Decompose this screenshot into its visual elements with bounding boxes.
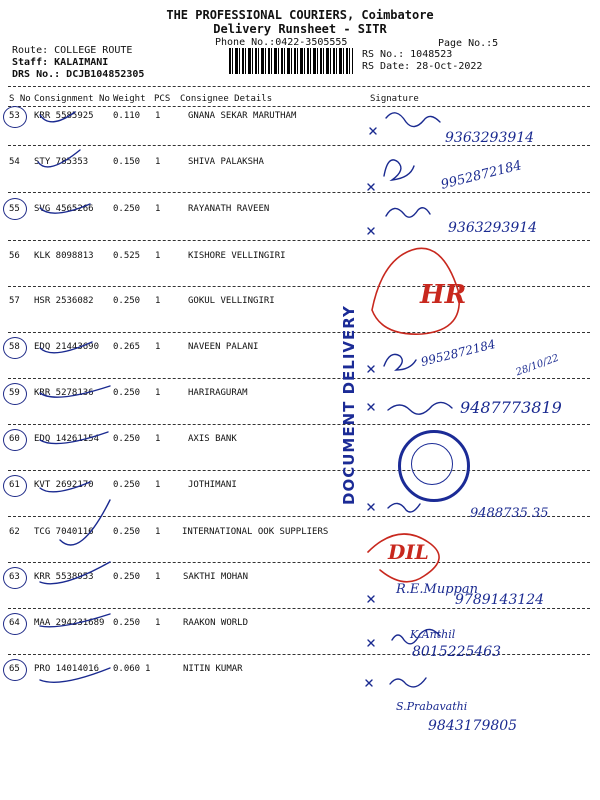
rs-number: RS No.: 1048523 xyxy=(362,49,453,60)
row-sno: 64 xyxy=(9,618,20,628)
bank-seal-inner-ring xyxy=(411,443,453,485)
row-sno: 55 xyxy=(9,204,20,214)
row-sno: 58 xyxy=(9,342,20,352)
row-sno: 57 xyxy=(9,296,20,306)
row-sno: 61 xyxy=(9,480,20,490)
document-delivery-stamp: DOCUMENT DELIVERY xyxy=(340,305,358,505)
row-pcs: 1 xyxy=(155,572,161,582)
row-consignee: RAAKON WORLD xyxy=(183,618,249,628)
row-pcs: 1 xyxy=(155,618,161,628)
company-title: THE PROFESSIONAL COURIERS, Coimbatore xyxy=(166,8,434,22)
row-pcs: 1 xyxy=(145,664,151,674)
signature-scribble xyxy=(386,208,430,217)
row-consignment: MAA 294231689 xyxy=(34,618,105,628)
row-pcs: 1 xyxy=(155,388,161,398)
row-pcs: 1 xyxy=(155,342,161,352)
row-sno: 53 xyxy=(9,111,20,121)
row-sno: 62 xyxy=(9,527,20,537)
signature-scribble xyxy=(386,113,440,127)
cross-mark xyxy=(366,680,372,686)
row-weight: 0.060 xyxy=(113,664,141,674)
row-sno: 63 xyxy=(9,572,20,582)
row-consignment: EDQ 21443690 xyxy=(34,342,100,352)
row-sno: 65 xyxy=(9,664,20,674)
tick-mark xyxy=(40,668,110,682)
row-pcs: 1 xyxy=(155,434,161,444)
row-weight: 0.250 xyxy=(113,618,141,628)
tick-mark xyxy=(40,342,92,353)
row-consignee: NITIN KUMAR xyxy=(183,664,243,674)
row-consignment: KRR 5278136 xyxy=(34,388,94,398)
handwritten-date: 28/10/22 xyxy=(514,352,561,379)
row-consignee: AXIS BANK xyxy=(188,434,237,444)
row-weight: 0.110 xyxy=(113,111,141,121)
col-sno: S No xyxy=(9,94,31,104)
tick-mark xyxy=(60,500,110,545)
row-consignee: SAKTHI MOHAN xyxy=(183,572,249,582)
row-pcs: 1 xyxy=(155,204,161,214)
handwritten-initials: DIL xyxy=(388,540,429,564)
handwritten-name: S.Prabavathi xyxy=(396,700,468,713)
bank-seal xyxy=(398,430,470,502)
row-weight: 0.250 xyxy=(113,572,141,582)
cross-mark xyxy=(368,404,374,410)
tick-mark xyxy=(38,150,80,167)
row-weight: 0.250 xyxy=(113,480,141,490)
row-consignment: KRR 5538953 xyxy=(34,572,94,582)
col-consignee: Consignee Details xyxy=(180,94,273,104)
row-weight: 0.250 xyxy=(113,434,141,444)
row-consignee: GNANA SEKAR MARUTHAM xyxy=(188,111,297,121)
handwritten-phone: 9843179805 xyxy=(428,718,518,734)
drs-number: DRS No.: DCJB104852305 xyxy=(12,69,145,80)
handwritten-name: R.E.Muppan xyxy=(396,582,478,597)
signature-scribble xyxy=(390,678,426,687)
row-consignee: NAVEEN PALANI xyxy=(188,342,259,352)
page-number: Page No.:5 xyxy=(438,38,499,49)
row-weight: 0.250 xyxy=(113,204,141,214)
handwritten-initials: HR xyxy=(420,280,467,310)
row-sno: 59 xyxy=(9,388,20,398)
cross-mark xyxy=(368,596,374,602)
col-weight: Weight xyxy=(113,94,146,104)
row-consignee: GOKUL VELLINGIRI xyxy=(188,296,275,306)
row-consignee: INTERNATIONAL OOK SUPPLIERS xyxy=(182,527,329,537)
row-weight: 0.250 xyxy=(113,296,141,306)
row-pcs: 1 xyxy=(155,296,161,306)
handwritten-phone: 8015225463 xyxy=(412,644,502,660)
tick-mark xyxy=(40,204,90,213)
row-consignment: STY 785353 xyxy=(34,157,89,167)
route-label: Route: COLLEGE ROUTE xyxy=(12,45,133,56)
row-consignment: HSR 2536082 xyxy=(34,296,94,306)
row-weight: 0.250 xyxy=(113,527,141,537)
row-pcs: 1 xyxy=(155,157,161,167)
row-pcs: 1 xyxy=(155,111,161,121)
staff-label: Staff: KALAIMANI xyxy=(12,57,109,68)
handwritten-phone: 9363293914 xyxy=(448,220,538,236)
tick-mark xyxy=(40,614,110,627)
row-consignment: KLK 8098813 xyxy=(34,251,94,261)
handwritten-phone: 9488735 35 xyxy=(470,506,549,521)
row-consignment: KVT 2692170 xyxy=(34,480,94,490)
rs-date: RS Date: 28-Oct-2022 xyxy=(362,61,483,72)
row-consignee: KISHORE VELLINGIRI xyxy=(188,251,286,261)
handwritten-phone: 9789143124 xyxy=(455,592,545,608)
row-consignment: KRR 5585925 xyxy=(34,111,94,121)
signature-scribble xyxy=(384,354,416,370)
col-pcs: PCS xyxy=(154,94,171,104)
tick-mark xyxy=(40,482,90,492)
col-consignment: Consignment No xyxy=(34,94,110,104)
row-sno: 60 xyxy=(9,434,20,444)
row-consignee: JOTHIMANI xyxy=(188,480,237,490)
row-pcs: 1 xyxy=(155,251,161,261)
tick-mark xyxy=(40,562,110,584)
handwritten-name: K.Anthil xyxy=(410,628,456,641)
cross-mark xyxy=(368,504,374,510)
row-consignee: SHIVA PALAKSHA xyxy=(188,157,264,167)
signature-scribble xyxy=(388,503,420,512)
row-pcs: 1 xyxy=(155,527,161,537)
row-consignee: HARIRAGURAM xyxy=(188,388,248,398)
cross-mark xyxy=(368,366,374,372)
row-weight: 0.525 xyxy=(113,251,141,261)
tick-mark xyxy=(40,432,108,444)
handwritten-phone: 9952872184 xyxy=(419,336,497,370)
row-pcs: 1 xyxy=(155,480,161,490)
handwritten-phone: 9952872184 xyxy=(439,158,524,193)
cross-mark xyxy=(368,184,374,190)
phone-number: Phone No.:0422-3505555 xyxy=(215,37,348,48)
row-weight: 0.150 xyxy=(113,157,141,167)
col-signature: Signature xyxy=(370,94,419,104)
signature-scribble xyxy=(388,402,452,414)
cross-mark xyxy=(368,640,374,646)
row-consignment: PRO 14014016 xyxy=(34,664,100,674)
row-weight: 0.250 xyxy=(113,388,141,398)
handwritten-phone: 9363293914 xyxy=(445,130,535,146)
cross-mark xyxy=(368,228,374,234)
row-sno: 56 xyxy=(9,251,20,261)
row-consignment: TCG 7040116 xyxy=(34,527,94,537)
tick-mark xyxy=(40,112,75,122)
tick-mark xyxy=(40,386,110,397)
row-consignment: EDQ 14261154 xyxy=(34,434,100,444)
signature-scribble xyxy=(384,160,414,180)
row-weight: 0.265 xyxy=(113,342,141,352)
cross-mark xyxy=(370,128,376,134)
sheet-title: Delivery Runsheet - SITR xyxy=(213,22,387,36)
row-consignee: RAYANATH RAVEEN xyxy=(188,204,270,214)
row-sno: 54 xyxy=(9,157,20,167)
row-consignment: SVG 4565266 xyxy=(34,204,94,214)
handwritten-phone: 9487773819 xyxy=(460,398,562,417)
